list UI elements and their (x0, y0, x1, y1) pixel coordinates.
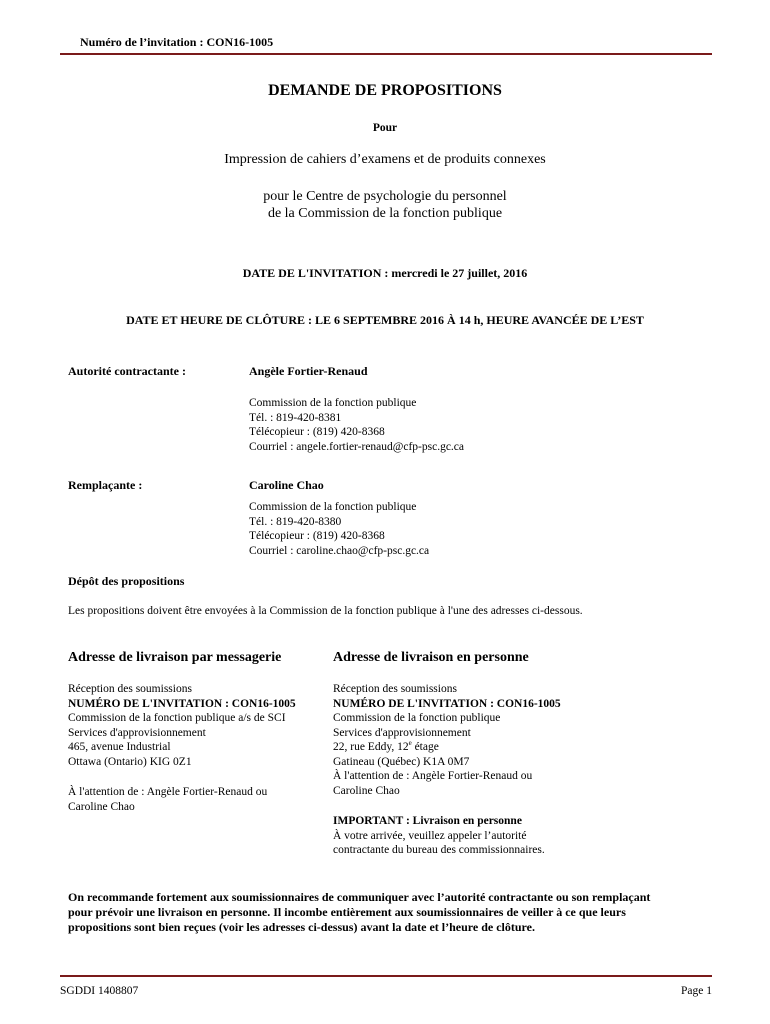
in-person-line6: Gatineau (Québec) K1A 0M7 (333, 755, 470, 768)
courier-heading: Adresse de livraison par messagerie (68, 650, 282, 665)
in-person-attn1: À l'attention de : Angèle Fortier-Renaud ou (333, 770, 533, 782)
in-person-important2: contractante du bureau des commissionnaires. (333, 844, 545, 856)
contracting-authority-label: Autorité contractante : (68, 364, 186, 378)
in-person-line5 (333, 740, 561, 755)
alternate-fax: Télécopieur : (819) 420-8368 (249, 530, 385, 542)
alternate-name: Caroline Chao (249, 478, 324, 492)
courier-line5: 465, avenue Industrial (68, 741, 171, 753)
contracting-authority-email: Courriel : angele.fortier-renaud@cfp-psc.gc.ca (249, 440, 465, 453)
courier-address (68, 682, 296, 769)
in-person-line4: Services d'approvisionnement (333, 726, 471, 739)
header-invitation-number: Numéro de l’invitation : CON16-1005 (80, 35, 274, 49)
contracting-authority-details (249, 396, 464, 454)
in-person-important (333, 814, 545, 858)
courier-line2: NUMÉRO DE L'INVITATION : CON16-1005 (68, 697, 296, 710)
title-pour: Pour (372, 122, 398, 134)
in-person-attn2: Caroline Chao (333, 784, 400, 797)
recommendation (68, 890, 650, 935)
courier-attn2: Caroline Chao (68, 800, 135, 813)
contracting-authority-tel: Tél. : 819-420-8381 (249, 411, 342, 424)
invitation-date: DATE DE L'INVITATION : mercredi le 27 juillet, 2016 (242, 266, 528, 280)
alternate-email: Courriel : caroline.chao@cfp-psc.gc.ca (249, 544, 430, 557)
in-person-address (333, 682, 561, 798)
submission-text: Les propositions doivent être envoyées à la Commission de la fonction publique à l'une des adresses ci-dessous. (68, 605, 583, 617)
in-person-line3: Commission de la fonction publique (333, 712, 501, 724)
courier-line6: Ottawa (Ontario) KIG 0Z1 (68, 755, 192, 768)
in-person-line5-sup: e (408, 739, 412, 748)
in-person-line5-b: étage (411, 741, 439, 753)
courier-line1: Réception des soumissions (68, 683, 192, 695)
footer-doc-id: SGDDI 1408807 (60, 985, 139, 997)
alternate-org: Commission de la fonction publique (249, 501, 417, 513)
footer-page-number: Page 1 (681, 985, 712, 997)
recommendation-line3: propositions sont bien reçues (voir les adresses ci-dessus) avant la date et l’heure de clôture. (68, 920, 535, 934)
footer-rule (60, 975, 712, 977)
title-subject: Impression de cahiers d’examens et de produits connexes (224, 152, 546, 167)
in-person-line2: NUMÉRO DE L'INVITATION : CON16-1005 (333, 697, 561, 710)
header-rule (60, 53, 712, 55)
alternate-details (249, 500, 429, 558)
page-title: DEMANDE DE PROPOSITIONS (268, 82, 502, 99)
contracting-authority-name: Angèle Fortier-Renaud (249, 364, 368, 378)
courier-attn1: À l'attention de : Angèle Fortier-Renaud ou (68, 786, 268, 798)
contracting-authority-fax: Télécopieur : (819) 420-8368 (249, 426, 385, 438)
courier-attention (68, 785, 267, 814)
title-for-line2: de la Commission de la fonction publique (267, 206, 503, 221)
recommendation-line1: On recommande fortement aux soumissionnaires de communiquer avec l’autorité contractante ou son remplaçant (68, 890, 651, 904)
courier-line3: Commission de la fonction publique a/s de SCI (68, 712, 286, 724)
submission-heading: Dépôt des propositions (68, 574, 185, 588)
alternate-label: Remplaçante : (68, 478, 143, 492)
in-person-heading: Adresse de livraison en personne (333, 650, 529, 665)
in-person-important1: À votre arrivée, veuillez appeler l’autorité (333, 829, 527, 842)
recommendation-line2: pour prévoir une livraison en personne. Il incombe entièrement aux soumissionnaires de veiller à ce que leurs (68, 905, 626, 919)
in-person-line1: Réception des soumissions (333, 683, 457, 695)
title-for-line1: pour le Centre de psychologie du personnel (263, 189, 507, 204)
courier-line4: Services d'approvisionnement (68, 726, 206, 739)
closing-date: DATE ET HEURE DE CLÔTURE : LE 6 SEPTEMBRE 2016 À 14 h, HEURE AVANCÉE DE L’EST (126, 313, 644, 327)
alternate-tel: Tél. : 819-420-8380 (249, 515, 342, 528)
in-person-important-heading: IMPORTANT : Livraison en personne (333, 815, 522, 827)
contracting-authority-org: Commission de la fonction publique (249, 397, 417, 409)
in-person-line5-a: 22, rue Eddy, 12 (333, 741, 409, 753)
